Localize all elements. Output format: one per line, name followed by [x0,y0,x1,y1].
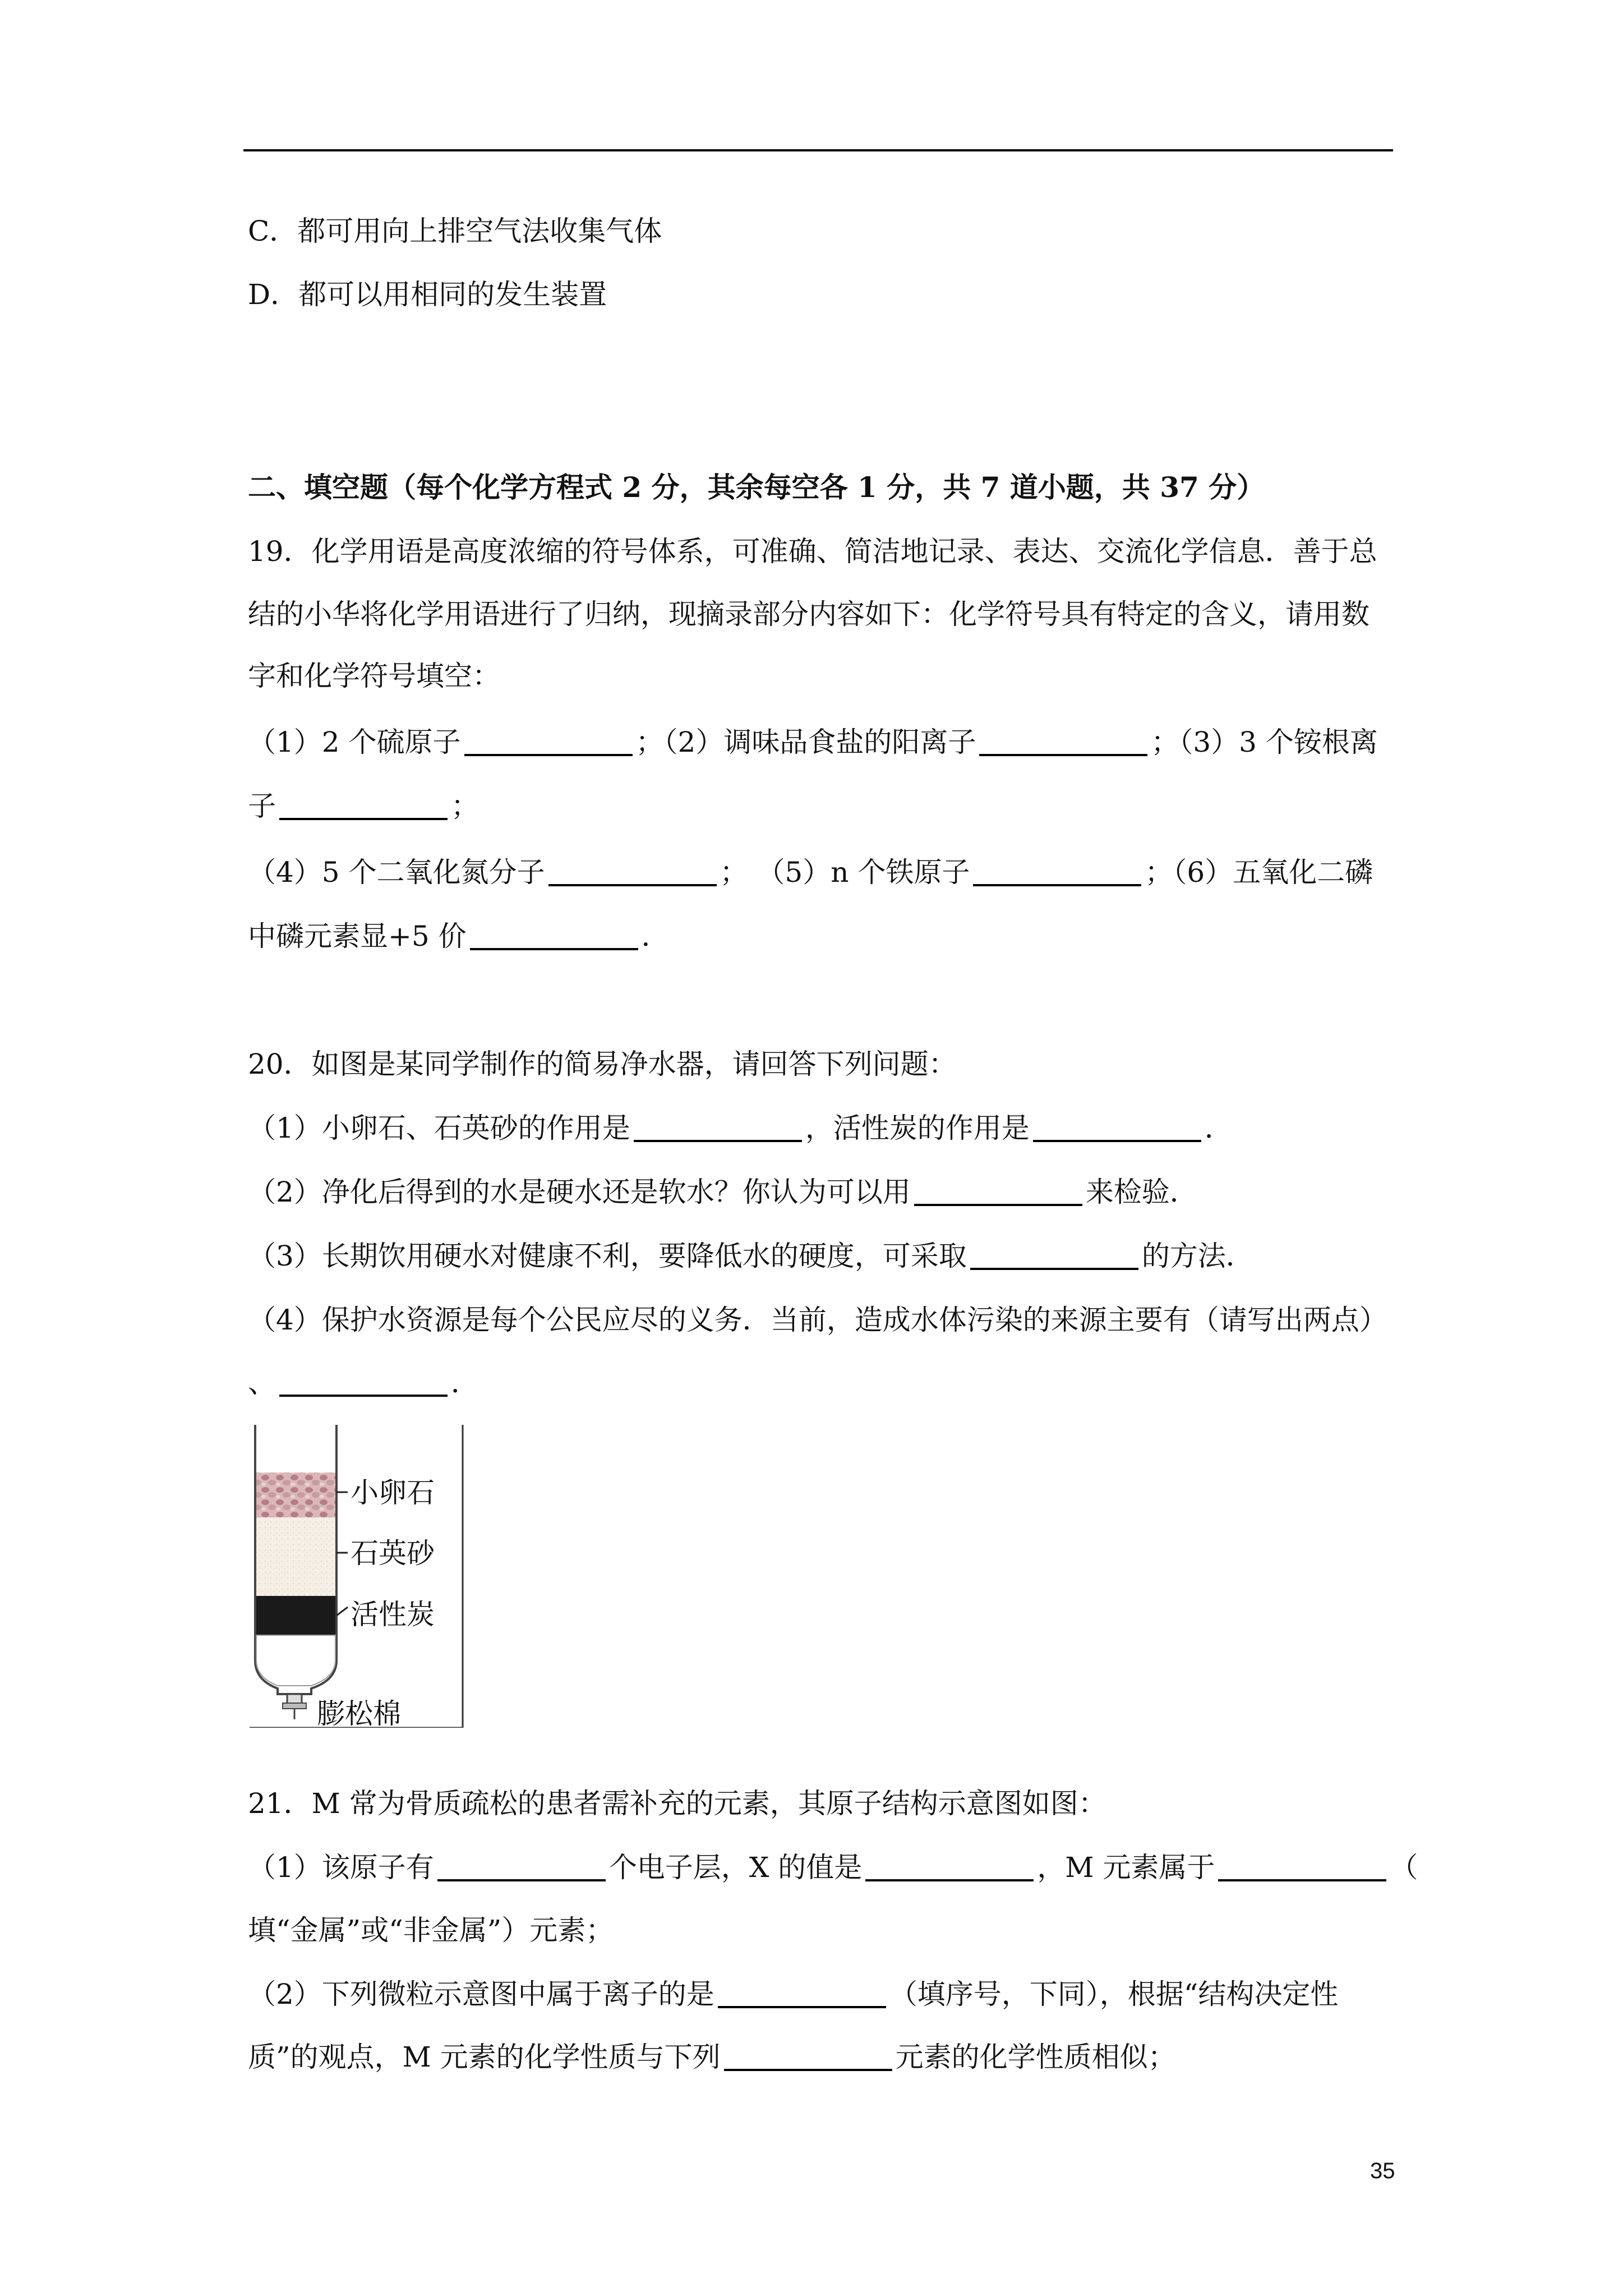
q20-period: ． [1204,1112,1233,1144]
answer-blank [279,818,448,820]
answer-blank [718,2006,886,2008]
quartz-sand-layer [256,1517,335,1596]
q20-stem: 20．如图是某同学制作的简易净水器，请回答下列问题： [248,1048,957,1080]
answer-blank [973,884,1141,886]
answer-blank [279,1395,448,1397]
answer-blank [464,754,633,756]
q19-part-5: ； （5）n 个铁原子 [720,856,970,889]
q21-part-1 [248,1848,1418,1887]
activated-carbon-layer [256,1596,335,1635]
q20-part-3-text: （3）长期饮用硬水对健康不利，要降低水的硬度，可采取 [248,1240,967,1272]
q21-part-2-cont [248,2037,1176,2077]
q21-stem: 21．M 常为骨质疏松的患者需补充的元素，其原子结构示意图如图： [248,1787,1106,1820]
q20-part-4-enum: 、 [248,1366,276,1399]
outlet-nozzle [283,1703,306,1709]
q19-semicolon: ； [451,790,479,822]
q19-line-2: 结的小华将化学用语进行了归纳，现摘录部分内容如下：化学符号具有特定的含义，请用数 [248,598,1370,631]
q20-period: ． [451,1366,479,1399]
section-title: 二、填空题（每个化学方程式 2 分，其余每空各 1 分，共 7 道小题，共 37 分） [248,471,1265,504]
q20-part-1 [248,1108,1233,1148]
answer-blank [970,1268,1138,1270]
q20-part-1-text: （1）小卵石、石英砂的作用是 [248,1112,630,1144]
q19-parts-row-1 [248,723,1378,762]
answer-blank [1033,1140,1201,1142]
q21-part-2-text-d: 元素的化学性质相似； [895,2041,1176,2073]
answer-blank [437,1879,606,1881]
q19-parts-row-3 [248,853,1373,892]
q21-part-2 [248,1975,1338,2014]
label-pebbles: 小卵石 [351,1476,435,1509]
q19-part-6-cont: 中磷元素显+5 价 [248,920,467,953]
answer-blank [724,2069,892,2071]
label-activated-carbon: 活性炭 [351,1598,435,1631]
cotton-layer [256,1635,335,1686]
q21-part-1-text: （1）该原子有 [248,1851,434,1884]
answer-blank [470,948,638,950]
q21-part-2-text: （2）下列微粒示意图中属于离子的是 [248,1978,714,2010]
label-quartz-sand: 石英砂 [351,1537,435,1570]
q20-part-3-text-b: 的方法． [1141,1240,1254,1272]
q21-part-1-paren: （ [1390,1851,1418,1884]
q20-part-4: （4）保护水资源是每个公民应尽的义务．当前，造成水体污染的来源主要有（请写出两点） [248,1304,1387,1336]
q19-parts-row-2 [248,786,479,826]
q21-part-1-text-c: ，M 元素属于 [1037,1851,1215,1884]
header-rule [243,149,1393,151]
option-c: C．都可用向上排空气法收集气体 [248,215,662,247]
label-pointer [336,1607,348,1616]
answer-blank [1218,1879,1386,1881]
q19-period: ． [641,920,670,953]
q21-part-2-text-b: （填序号，下同），根据“结构决定性 [889,1978,1339,2010]
answer-blank [634,1140,802,1142]
q20-part-2-text-b: 来检验． [1085,1176,1198,1208]
answer-blank [914,1204,1082,1206]
q19-part-6: ；（6）五氧化二磷 [1145,856,1373,889]
q21-part-2-text-c: 质”的观点，M 元素的化学性质与下列 [248,2041,721,2073]
answer-blank [548,884,717,886]
q19-part-1: （1）2 个硫原子 [248,726,461,758]
q19-part-4: （4）5 个二氧化氮分子 [248,856,545,889]
label-cotton: 膨松棉 [317,1697,401,1728]
q19-parts-row-4 [248,917,670,956]
q21-part-1-text-b: 个电子层，X 的值是 [608,1851,863,1884]
answer-blank [865,1879,1034,1881]
q19-part-3: ；（3）3 个铵根离 [1151,726,1378,758]
q20-part-3 [248,1236,1254,1276]
q19-line-3: 字和化学符号填空： [248,660,500,692]
q21-part-1-cont: 填“金属”或“非金属”）元素； [248,1914,614,1947]
page-number: 35 [1370,2159,1395,2183]
option-d: D．都可以用相同的发生装置 [248,278,607,311]
water-filter-figure [247,1425,471,1728]
q20-part-2-text: （2）净化后得到的水是硬水还是软水？你认为可以用 [248,1176,911,1208]
q19-part-3-cont: 子 [248,790,276,822]
pebble-layer [256,1473,335,1517]
q19-line-1: 19．化学用语是高度浓缩的符号体系，可准确、简洁地记录、表达、交流化学信息．善于总 [248,535,1377,568]
q20-part-1-text-b: ，活性炭的作用是 [805,1112,1030,1144]
q20-part-2 [248,1172,1198,1212]
q19-part-2: ；（2）调味品食盐的阳离子 [635,726,976,758]
answer-blank [979,754,1147,756]
q20-part-4-cont [248,1363,479,1402]
